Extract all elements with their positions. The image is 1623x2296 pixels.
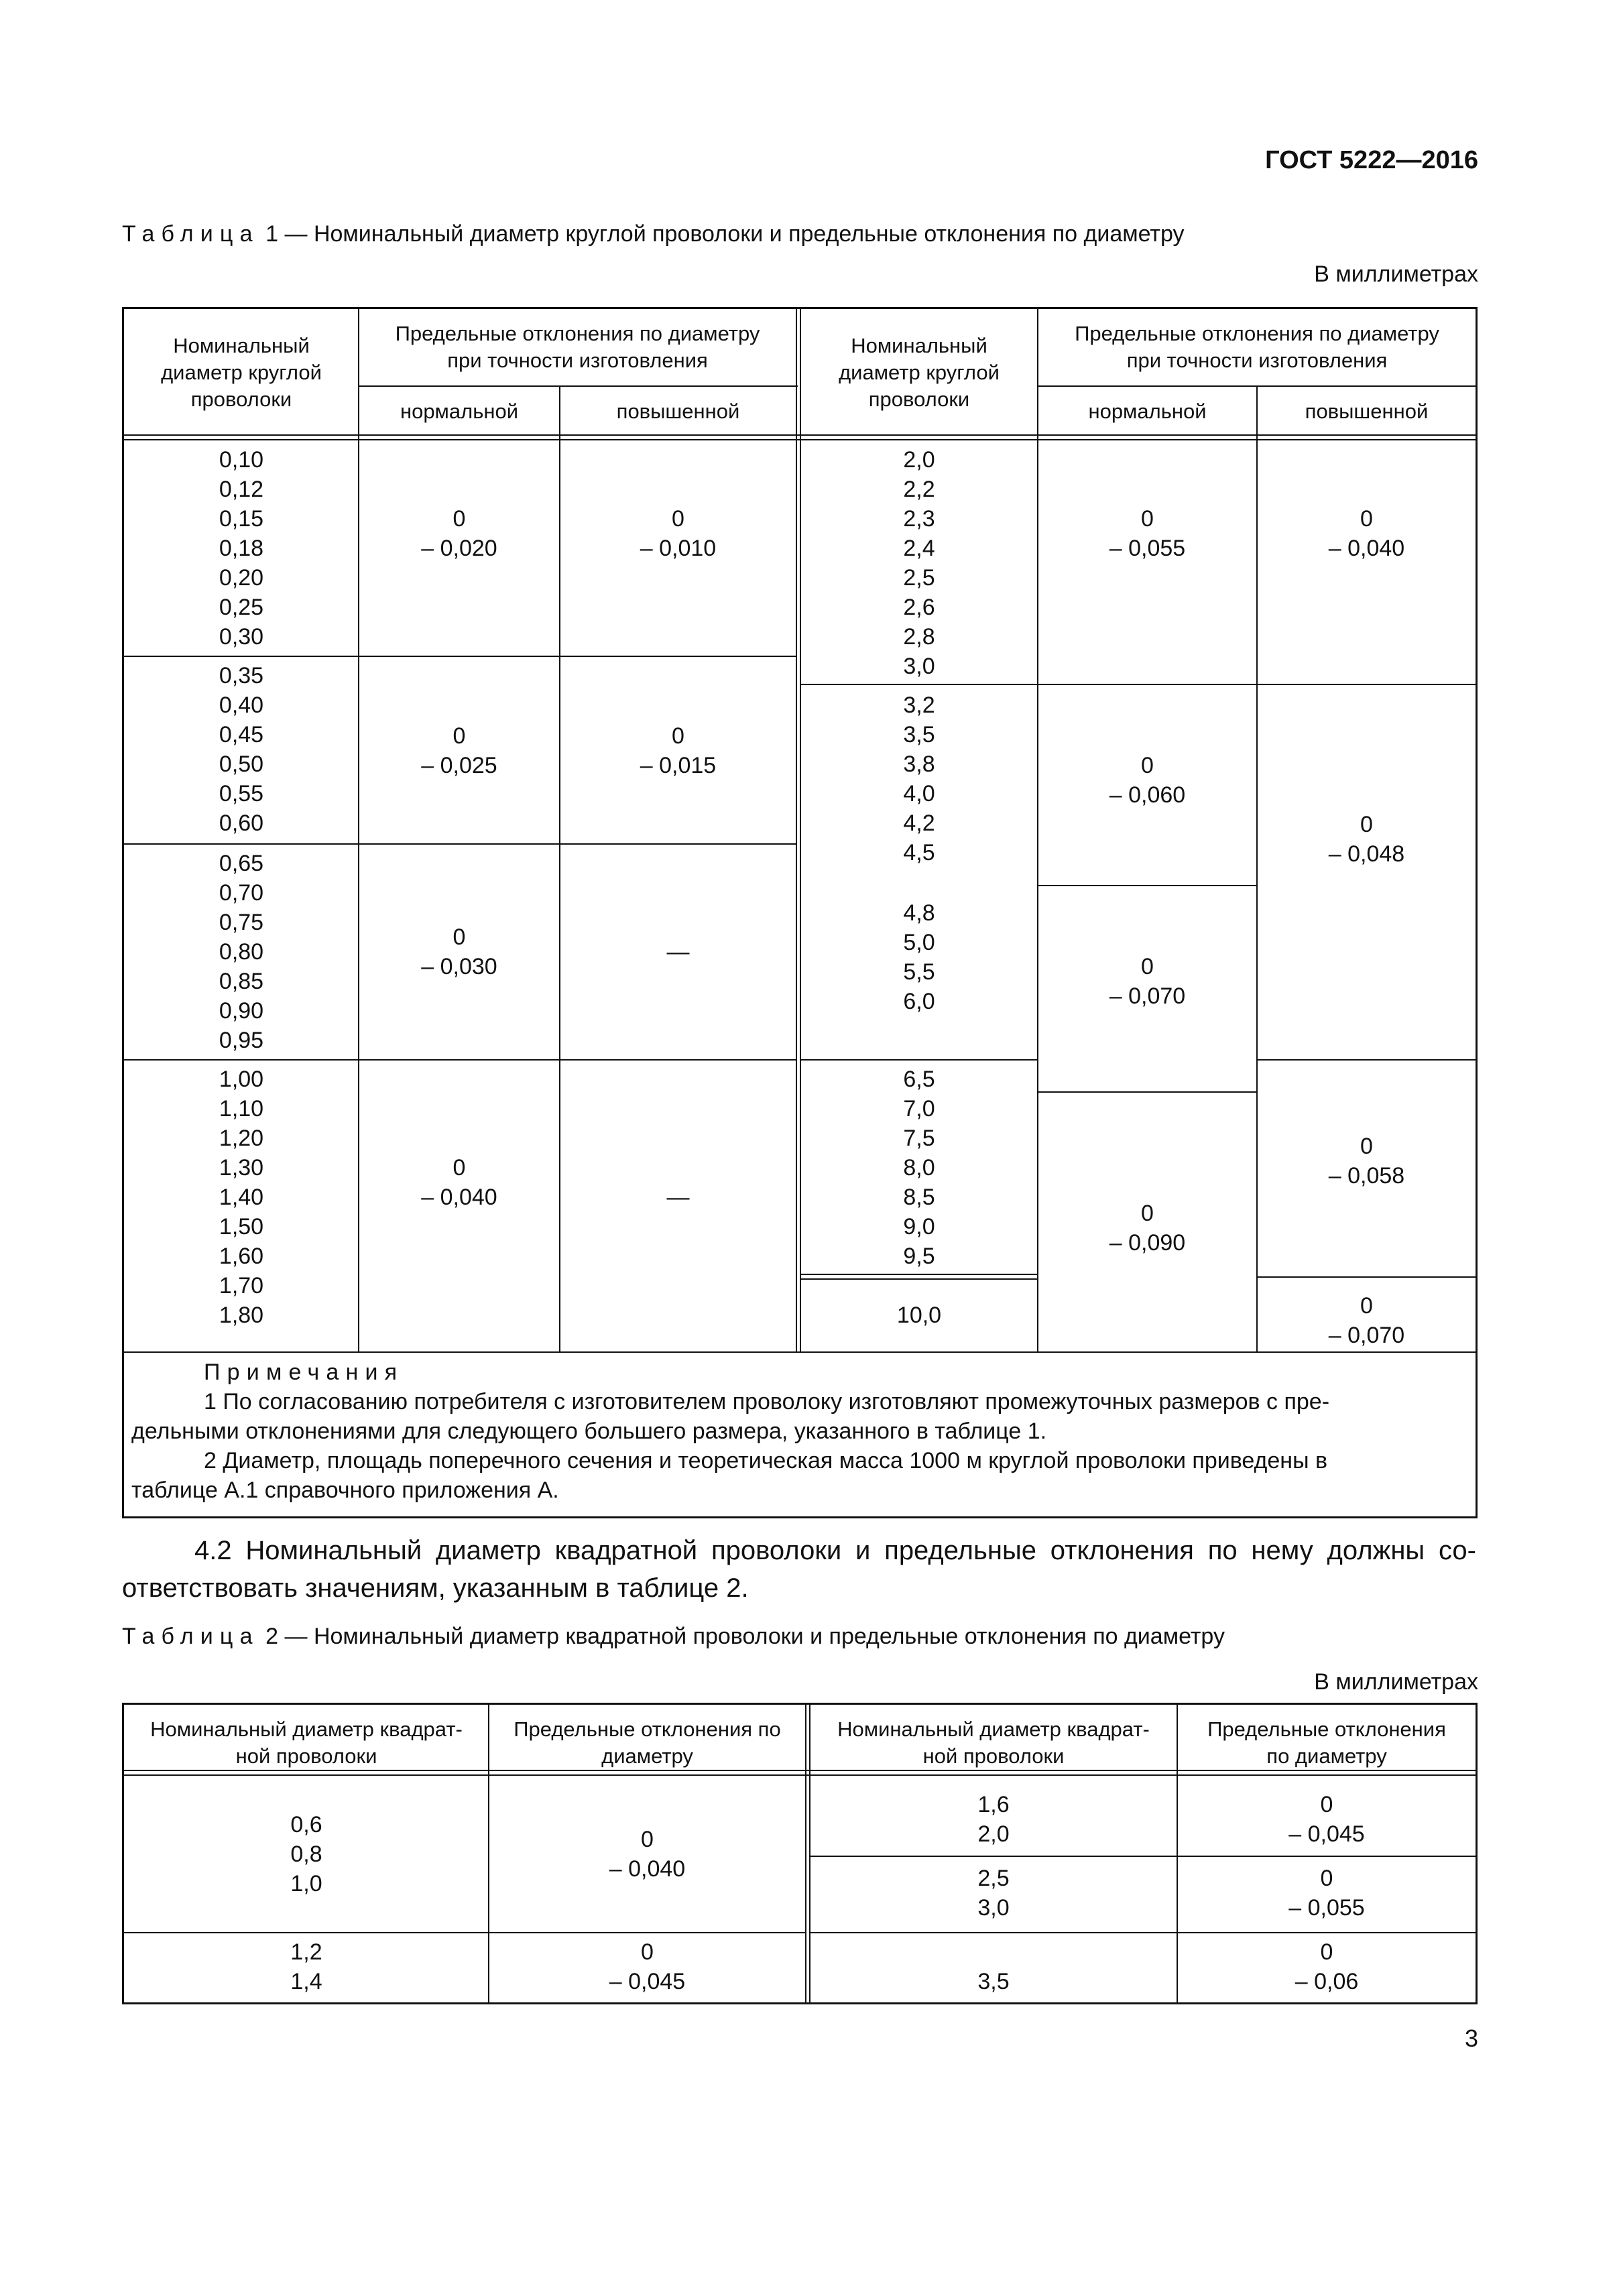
table1-caption: [122, 221, 1185, 247]
table2-border: [122, 2002, 1478, 2004]
table1-deviation-increased-right: 0 – 0,040: [1328, 506, 1405, 561]
table1-border: [122, 307, 124, 1518]
table1-diameters: 0,35 0,40 0,45 0,50 0,55 0,60: [219, 663, 264, 836]
table1-grid-line: [800, 1278, 1038, 1280]
table1-grid-line: [1038, 1091, 1257, 1093]
table2-diameters: 1,2 1,4: [290, 1939, 322, 1994]
table2-units: В миллиметрах: [1314, 1669, 1478, 1695]
table1-grid-line: [800, 1274, 1038, 1275]
table1-grid-line: [122, 1059, 796, 1061]
note-2-continued: таблице А.1 справочного приложения А.: [131, 1477, 559, 1503]
table2-header-diameter-right: Номинальный диаметр квадрат- ной проволоки: [837, 1717, 1150, 1768]
table1-grid-line: [359, 385, 798, 387]
table1-deviation-increased-right: 0 – 0,058: [1328, 1134, 1405, 1189]
table1-header-normal-right: нормальной: [1088, 400, 1207, 423]
notes-title: Примечания: [204, 1360, 404, 1385]
table1-deviation-increased: 0 – 0,010: [640, 506, 717, 561]
table1-deviation-normal: 0 – 0,025: [421, 723, 497, 778]
table1-caption-prefix: Таблица: [122, 221, 259, 247]
table2-grid-line: [810, 1932, 1476, 1933]
table1-grid-line: [1257, 1059, 1476, 1061]
table2-grid-line: [810, 1856, 1476, 1857]
table1-deviation-normal-right: 0 – 0,070: [1109, 954, 1186, 1009]
table2-border: [122, 1703, 124, 2004]
table2-deviation: 0 – 0,040: [609, 1827, 686, 1882]
document-id: ГОСТ 5222—2016: [1265, 146, 1478, 174]
table2-border: [1476, 1703, 1478, 2004]
table1-grid-line: [800, 1059, 1038, 1061]
table2-diameters: 0,6 0,8 1,0: [290, 1812, 322, 1896]
note-1: 1 По согласованию потребителя с изготовителем проволоку изготовляют промежуточных размеров с пре-: [204, 1389, 1330, 1414]
table1-grid-line: [796, 307, 797, 1353]
table2-diameters-right: 2,5 3,0: [977, 1866, 1010, 1921]
table1-deviation-increased-right: 0 – 0,048: [1328, 812, 1405, 867]
table2-caption-text: 2 — Номинальный диаметр квадратной проволоки и предельные отклонения по диаметру: [259, 1624, 1225, 1649]
table1-deviation-increased: 0 – 0,015: [640, 723, 717, 778]
table1-border: [122, 1516, 1478, 1518]
table1-units: В миллиметрах: [1314, 261, 1478, 287]
table2-header-rule: [122, 1770, 1478, 1771]
table1-header-increased-right: повышенной: [1305, 400, 1429, 423]
table2-deviation: 0 – 0,045: [609, 1939, 686, 1994]
table2-border: [122, 1703, 1478, 1705]
table1-diameters-right: 2,0 2,2 2,3 2,4 2,5 2,6 2,8 3,0: [903, 447, 935, 679]
table1-header-diameter-right: Номинальный диаметр круглой проволоки: [839, 334, 1000, 411]
table2-grid-line: [805, 1703, 806, 2004]
table2-header-deviation: Предельные отклонения по диаметру: [514, 1717, 781, 1768]
table1-deviation-normal: 0 – 0,020: [421, 506, 497, 561]
table2-header-diameter: Номинальный диаметр квадрат- ной проволоки: [150, 1717, 463, 1768]
table1-diameters: 1,00 1,10 1,20 1,30 1,40 1,50 1,60 1,70 1,80: [219, 1067, 264, 1328]
table2-deviation-right: 0 – 0,06: [1295, 1939, 1359, 1994]
table1-grid-line: [1257, 1276, 1476, 1278]
table2-grid-line: [122, 1932, 806, 1933]
table1-diameters-right: 3,2 3,5 3,8 4,0 4,2 4,5: [903, 692, 935, 865]
table1-deviation-normal-right: 0 – 0,060: [1109, 753, 1186, 808]
table1-diameters-right: 4,8 5,0 5,5 6,0: [903, 900, 935, 1014]
table1-diameters-right: 6,5 7,0 7,5 8,0 8,5 9,0 9,5: [903, 1067, 935, 1269]
table1-grid-line: [122, 843, 796, 845]
table1-grid-line: [800, 684, 1476, 685]
table1-deviation-normal: 0 – 0,040: [421, 1155, 497, 1210]
table1-deviation-increased-right: 0 – 0,070: [1328, 1293, 1405, 1348]
page-number: 3: [1464, 2025, 1478, 2052]
table2-caption-prefix: Таблица: [122, 1624, 259, 1649]
table1-header-increased: повышенной: [616, 400, 740, 423]
table1-diameters: 0,65 0,70 0,75 0,80 0,85 0,90 0,95: [219, 851, 264, 1053]
table2-header-deviation-right: Предельные отклонения по диаметру: [1207, 1717, 1446, 1768]
table1-header-diameter: Номинальный диаметр круглой проволоки: [161, 334, 322, 411]
table1-deviation-increased: —: [666, 1185, 690, 1210]
table1-header-deviation: Предельные отклонения по диаметру при точности изготовления: [395, 322, 760, 372]
table1-deviation-normal-right: 0 – 0,090: [1109, 1201, 1186, 1256]
table1-deviation-normal-right: 0 – 0,055: [1109, 506, 1186, 561]
table2-deviation-right: 0 – 0,045: [1288, 1792, 1365, 1847]
table2-diameters-right: 3,5: [977, 1969, 1010, 1994]
table1-diameters: 0,10 0,12 0,15 0,18 0,20 0,25 0,30: [219, 447, 264, 650]
table2-header-rule: [122, 1774, 1478, 1776]
table1-grid-line: [122, 656, 796, 657]
table1-caption-text: 1 — Номинальный диаметр круглой проволоки и предельные отклонения по диаметру: [259, 221, 1185, 247]
table2-deviation-right: 0 – 0,055: [1288, 1866, 1365, 1921]
table1-notes-rule: [122, 1351, 1478, 1353]
paragraph-4-2: 4.2 Номинальный диаметр квадратной проволоки и предельные отклонения по нему должны со-ответствовать значениям, указанным в таблице 2.: [122, 1536, 1476, 1603]
table1-deviation-increased: —: [666, 939, 690, 965]
table1-deviation-normal: 0 – 0,030: [421, 924, 497, 979]
note-2: 2 Диаметр, площадь поперечного сечения и теоретическая масса 1000 м круглой проволоки приведены в: [204, 1448, 1328, 1473]
table1-grid-line: [1038, 885, 1257, 886]
table1-border: [1476, 307, 1478, 1518]
table2-diameters-right: 1,6 2,0: [977, 1792, 1010, 1847]
table1-grid-line: [1037, 307, 1038, 1353]
table1-diameters-right: 10,0: [896, 1303, 942, 1328]
table1-header-normal: нормальной: [400, 400, 519, 423]
note-1-continued: дельными отклонениями для следующего большего размера, указанного в таблице 1.: [131, 1418, 1047, 1444]
table2-caption: [122, 1624, 1225, 1650]
table1-header-deviation-right: Предельные отклонения по диаметру при точности изготовления: [1075, 322, 1439, 372]
table1-notes: [131, 1357, 1465, 1505]
